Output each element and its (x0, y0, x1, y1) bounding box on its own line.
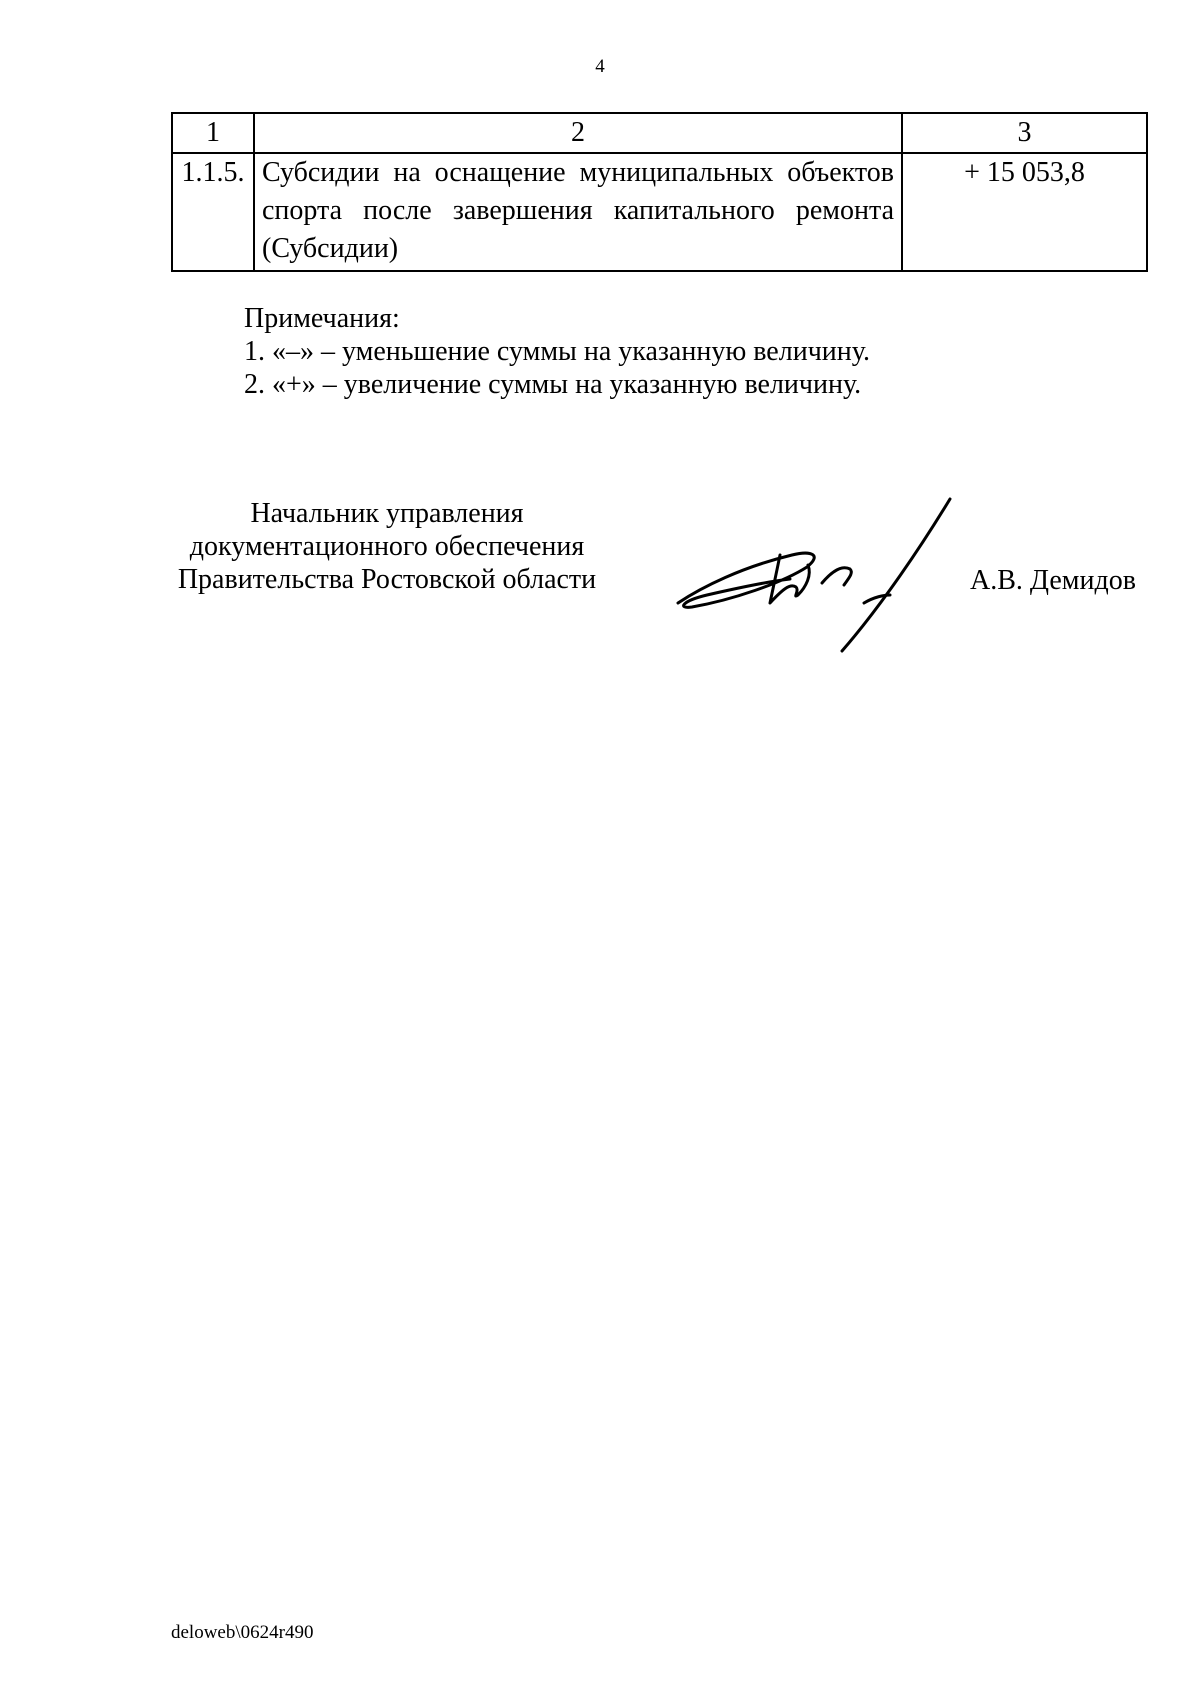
table-header-cell: 2 (254, 113, 902, 153)
table-header-cell: 3 (902, 113, 1147, 153)
table-header-row (172, 113, 1147, 153)
note-item: 1. «–» – уменьшение суммы на указанную величину. (244, 336, 870, 367)
note-item: 2. «+» – увеличение суммы на указанную величину. (244, 369, 862, 400)
signatory-name: А.В. Демидов (970, 565, 1136, 596)
signatory-title-line: Начальник управления (250, 498, 524, 529)
notes-section (244, 302, 870, 401)
signatory-title-line: Правительства Ростовской области (177, 564, 597, 595)
table-header-cell: 1 (172, 113, 254, 153)
notes-heading: Примечания: (244, 303, 400, 334)
row-amount: + 15 053,8 (902, 153, 1147, 271)
signatory-title-line: документационного обеспечения (189, 531, 585, 562)
page-number: 4 (595, 56, 605, 77)
row-code: 1.1.5. (172, 153, 254, 271)
budget-table (171, 112, 1148, 272)
table-row (172, 153, 1147, 271)
row-description: Субсидии на оснащение муниципальных объектов спорта после завершения капитального ремонта (Субсидии) (254, 153, 902, 271)
signatory-title (171, 497, 603, 596)
footer-document-code: deloweb\0624r490 (171, 1622, 314, 1643)
handwritten-signature (672, 495, 962, 655)
